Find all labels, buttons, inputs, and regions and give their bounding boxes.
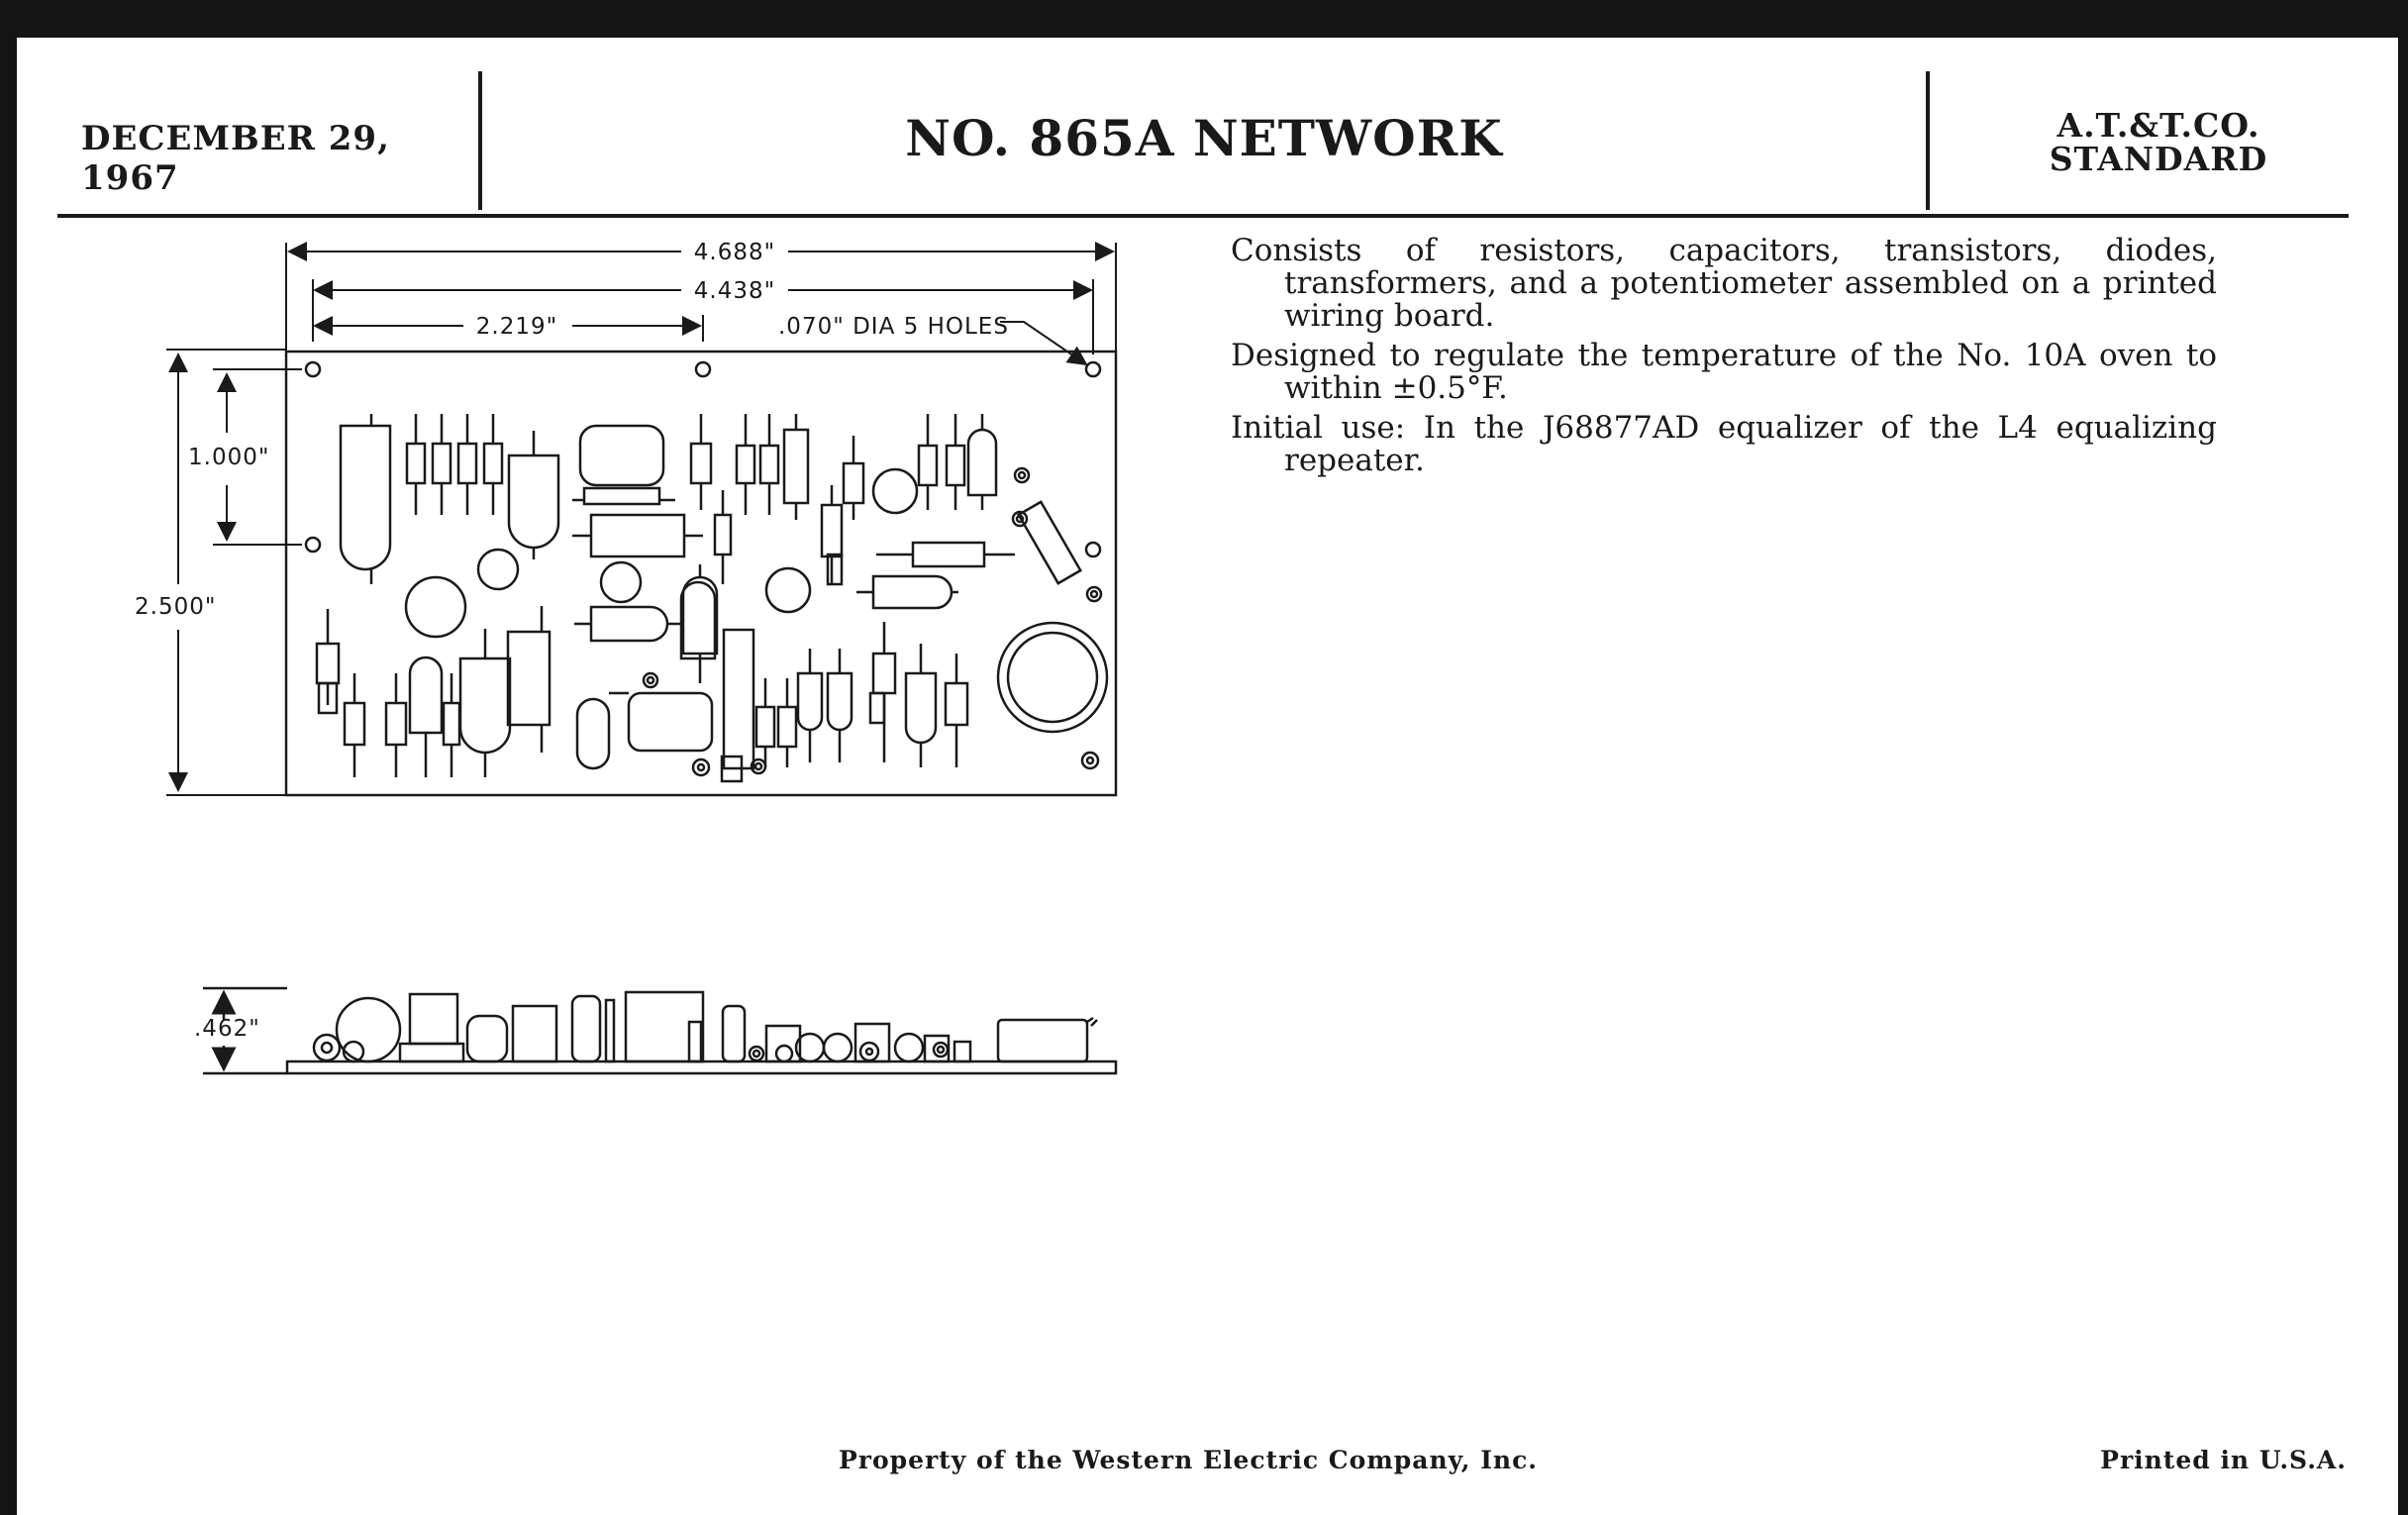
- page-title: NO. 865A NETWORK: [905, 109, 1503, 167]
- dimension-board-height: 2.500": [135, 594, 217, 620]
- dimension-overall-length: 4.688": [693, 240, 776, 265]
- description-paragraph-3: Initial use: In the J68877AD equalizer of the L4 equalizing repeater.: [1231, 410, 2217, 478]
- dimension-center-hole: 2.219": [475, 314, 558, 340]
- pcb-top-view: [286, 352, 1116, 795]
- dimension-hole-vertical: 1.000": [188, 445, 270, 470]
- dimension-holes-note: .070" DIA 5 HOLES: [778, 314, 1009, 340]
- description-paragraph-2: Designed to regulate the temperature of the No. 10A oven to within ±0.5°F.: [1231, 338, 2217, 406]
- header-date: DECEMBER 29, 1967: [81, 119, 390, 198]
- footer-property: Property of the Western Electric Company, Inc.: [838, 1446, 1538, 1474]
- pcb-side-view: [203, 988, 1116, 1073]
- dimension-hole-span: 4.438": [693, 278, 776, 304]
- description-paragraph-1: Consists of resistors, capacitors, transistors, diodes, transformers, and a potentiometer assembled on a printed wiring board.: [1231, 233, 2217, 334]
- dimension-side-height: .462": [194, 1016, 260, 1042]
- footer-printed: Printed in U.S.A.: [2100, 1446, 2347, 1474]
- standard-line-1: A.T.&T.CO.: [2057, 106, 2260, 145]
- standard-line-2: STANDARD: [2049, 140, 2268, 178]
